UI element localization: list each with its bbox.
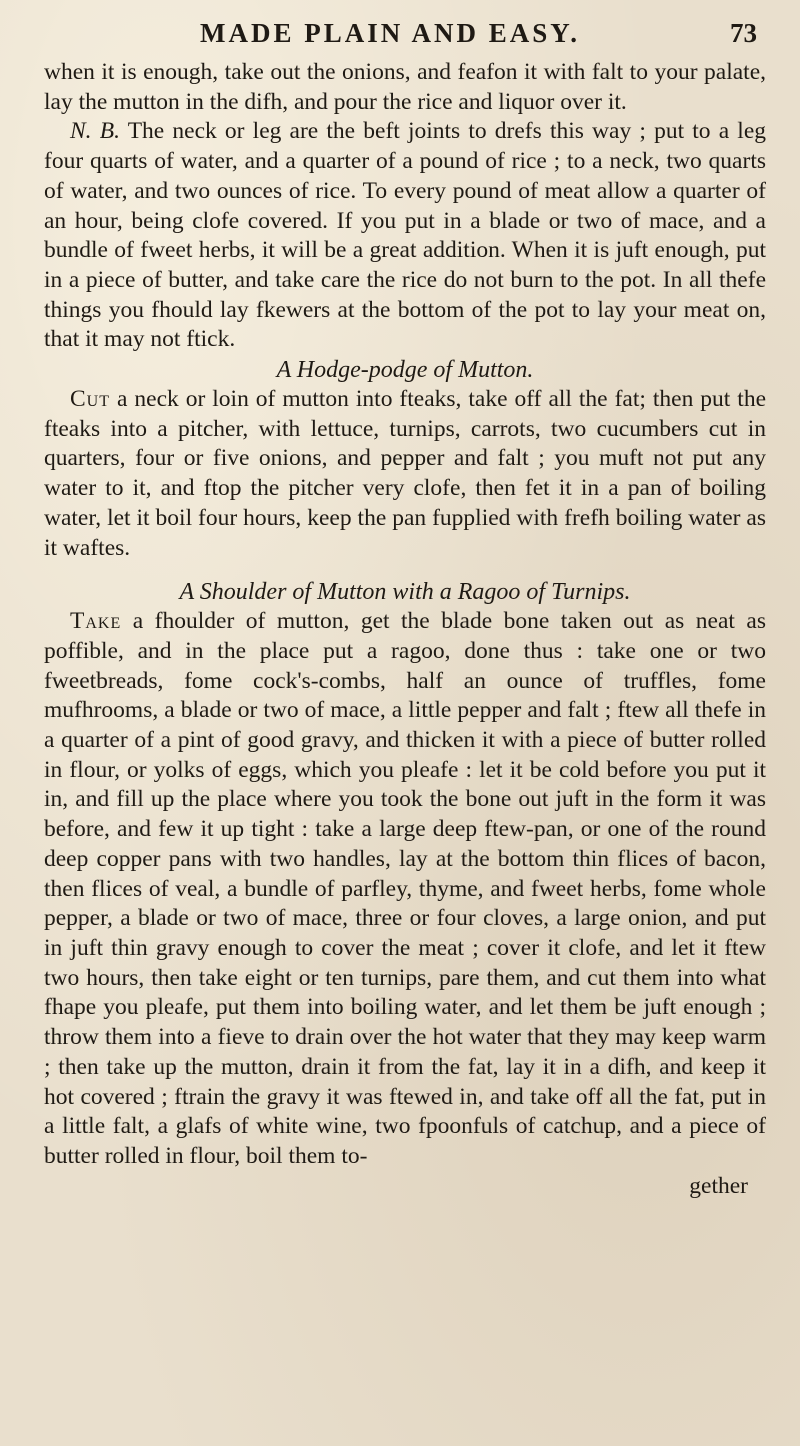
body-text bbox=[44, 58, 766, 1201]
recipe-body-hodge-podge bbox=[44, 385, 766, 563]
catchword: gether bbox=[689, 1172, 748, 1199]
nota-bene-text: The neck or leg are the beft joints to drefs this way ; put to a leg four quarts of water, and a quarter of a pound of rice ; to a neck, two quarts of water, and two ounces of rice. To every pound of meat allow a quarter of an hour, being clofe covered. If you put in a blade or two of mace, and a bundle of fweet herbs, it will be a great addition. When it is juft enough, put in a piece of butter, and take care the rice do not burn to the pot. In all thefe things you fhould lay fkewers at the bottom of the pot to lay your meat on, that it may not ftick. bbox=[44, 118, 767, 353]
recipe-text: a fhoulder of mutton, get the blade bone taken out as neat as poffible, and in the place put a ragoo, done thus : take one or two fweetbreads, fome cock's-combs, half an ounce of truffles, fome mufhrooms, a blade or two of mace, a little pepper and falt ; ftew all thefe in a quarter of a pint of good gravy, and thicken it with a piece of butter rolled in flour, or yolks of eggs, which you pleafe : let it be cold before you put it in, and fill up the place where you took the bone out juft in the form it was before, and few it up tight : take a large deep ftew-pan, or one of the round deep copper pans with two handles, lay at the bottom thin flices of bacon, then flices of veal, a bundle of parfley, thyme, and fweet herbs, fome whole pepper, a blade or two of mace, three or four cloves, a large onion, and put in juft thin gravy enough to cover the meat ; cover it clofe, and let it ftew two hours, then take eight or ten turnips, pare them, and cut them into what fhape you pleafe, put them into boiling water, and let them be juft enough ; throw them into a fieve to drain over the hot water that they may keep warm ; then take up the mutton, drain it from the fat, lay it in a difh, and keep it hot covered ; ftrain the gravy it was ftewed in, and take off all the fat, put in a little falt, a glafs of white wine, two fpoonfuls of catchup, and a piece of butter rolled in flour, boil them to- bbox=[44, 608, 766, 1169]
running-head: MADE PLAIN AND EASY. bbox=[199, 18, 581, 48]
nota-bene-paragraph bbox=[44, 117, 766, 355]
page-header bbox=[0, 18, 800, 58]
page-number: 73 bbox=[730, 18, 757, 48]
recipe-body-shoulder-of-mutton bbox=[44, 607, 766, 1201]
recipe-title-hodge-podge: A Hodge-podge of Mutton. bbox=[276, 357, 534, 384]
nota-bene-label: N. B. bbox=[70, 118, 120, 145]
recipe-first-word: Cut bbox=[70, 386, 111, 413]
recipe-title-shoulder-of-mutton: A Shoulder of Mutton with a Ragoo of Turnips. bbox=[179, 579, 631, 606]
recipe-first-word: Take bbox=[70, 608, 122, 635]
recipe-text: a neck or loin of mutton into fteaks, take off all the fat; then put the fteaks into a pitcher, with lettuce, turnips, carrots, two cucumbers cut in quarters, four or five onions, and pepper and falt ; you muft not put any water to it, and ftop the pitcher very clofe, then fet it in a pan of boiling water, let it boil four hours, keep the pan fupplied with frefh boiling water as it waftes. bbox=[44, 386, 767, 561]
section-gap bbox=[44, 563, 766, 577]
continuation-paragraph: when it is enough, take out the onions, and feafon it with falt to your palate, lay the mutton in the difh, and pour the rice and liquor over it. bbox=[44, 59, 766, 115]
